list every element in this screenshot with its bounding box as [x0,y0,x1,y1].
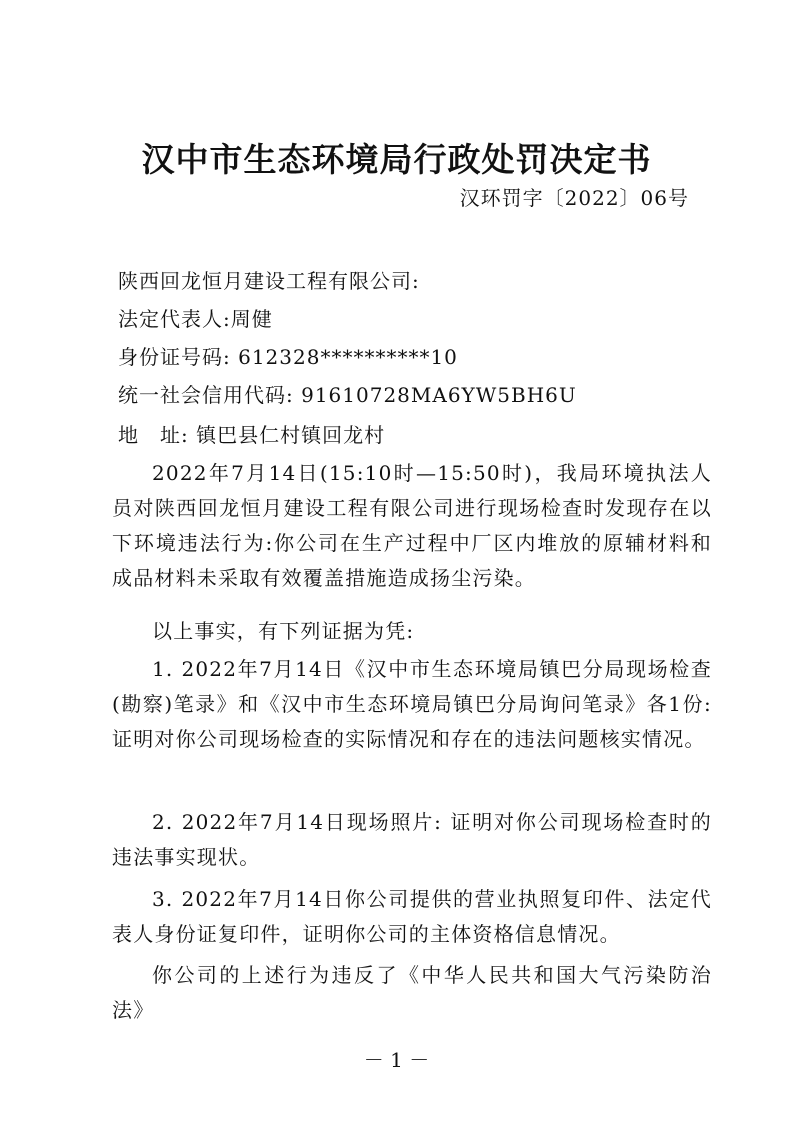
paragraph-violation-facts: 2022年7月14日(15:10时—15:50时)，我局环境执法人员对陕西回龙恒月建设工程有限公司进行现场检查时发现存在以下环境违法行为:你公司在生产过程中厂区内堆放的原辅材料和成品材料未采取有效覆盖措施造成扬尘污染。 [112,461,712,590]
document-title: 汉中市生态环境局行政处罚决定书 [141,140,652,179]
credit-code-line: 统一社会信用代码: 91610728MA6YW5BH6U [118,383,577,407]
paragraph-evidence-2: 2. 2022年7月14日现场照片: 证明对你公司现场检查时的违法事实现状。 [112,810,712,869]
legal-representative-line: 法定代表人:周健 [118,307,273,331]
paragraph-law-violation: 你公司的上述行为违反了《中华人民共和国大气污染防治法》 [112,963,712,1022]
paragraph-evidence-intro: 以上事实，有下列证据为凭: [152,619,415,643]
paragraph-evidence-1: 1. 2022年7月14日《汉中市生态环境局镇巴分局现场检查(勘察)笔录》和《汉中市生态环境局镇巴分局询问笔录》各1份:证明对你公司现场检查的实际情况和存在的违法问题核实情况。 [112,657,712,751]
page-number: － 1 － [363,1048,430,1072]
address-line: 地 址: 镇巴县仁村镇回龙村 [118,423,386,447]
paragraph-evidence-3: 3. 2022年7月14日你公司提供的营业执照复印件、法定代表人身份证复印件，证明你公司的主体资格信息情况。 [112,887,712,946]
recipient-line: 陕西回龙恒月建设工程有限公司: [118,269,420,293]
document-number: 汉环罚字〔2022〕06号 [459,186,689,210]
id-number-line: 身份证号码: 612328**********10 [118,345,458,369]
